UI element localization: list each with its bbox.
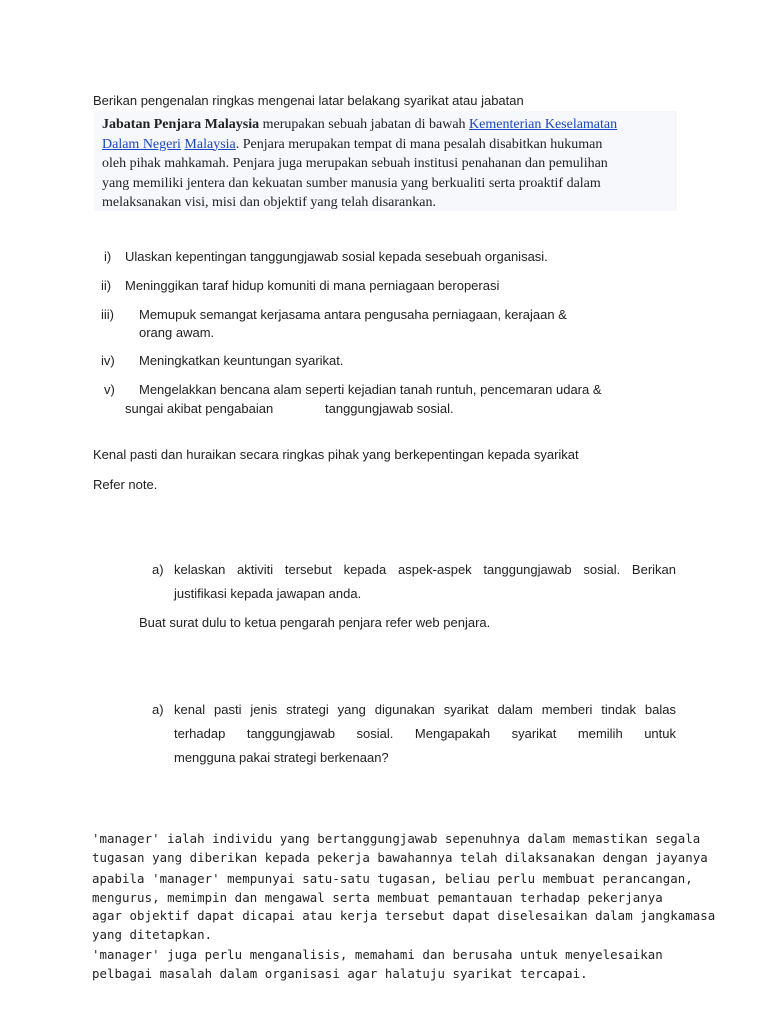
list-marker: v) [104,382,115,397]
stakeholder-question: Kenal pasti dan huraikan secara ringkas pihak yang berkepentingan kepada syarikat [93,447,579,462]
paragraph-line: pelbagai masalah dalam organisasi agar halatuju syarikat tercapai. [92,965,588,981]
paragraph-line: 'manager' ialah individu yang bertanggungjawab sepenuhnya dalam memastikan segala [92,831,701,846]
quote-line-3: oleh pihak mahkamah. Penjara juga merupakan sebuah institusi penahanan dan pemulihan [102,156,608,172]
quote-text: merupakan sebuah jabatan di bawah [259,117,470,132]
part-a1-line-2: justifikasi kepada jawapan anda. [174,586,362,601]
quote-box [94,111,677,211]
quote-bold-title: Jabatan Penjara Malaysia [102,117,260,132]
part-a2-line-2: terhadap tanggungjawab sosial. Mengapakah syarikat memilih untuk [174,726,676,741]
paragraph-line: apabila 'manager' mempunyai satu-satu tugasan, beliau perlu membuat perancangan, [92,871,693,886]
list-marker: iv) [101,353,115,368]
quote-line-5: melaksanakan visi, misi dan objektif yang telah disarankan. [102,195,436,211]
quote-line-2 [102,135,602,155]
list-item: Ulaskan kepentingan tanggungjawab sosial kepada sesebuah organisasi. [125,249,548,264]
part-a1-line-1: kelaskan aktiviti tersebut kepada aspek-aspek tanggungjawab sosial. Berikan [174,562,676,577]
list-item-continuation: tanggungjawab sosial. [325,401,454,416]
link-malaysia[interactable]: Malaysia [184,136,236,152]
list-marker: i) [104,249,112,264]
paragraph-line: mengurus, memimpin dan mengawal serta membuat pemantauan terhadap pekerjanya [92,889,663,905]
part-a2-line-3: mengguna pakai strategi berkenaan? [174,750,389,765]
manager-paragraph-2 [92,870,715,944]
list-item: Meningkatkan keuntungan syarikat. [139,353,344,368]
refer-note: Refer note. [93,477,158,492]
list-item-continuation: orang awam. [139,325,215,340]
list-item: Mengelakkan bencana alam seperti kejadian tanah runtuh, pencemaran udara & [139,382,602,397]
list-item-continuation: sungai akibat pengabaian [125,401,274,416]
part-a2-line-1: kenal pasti jenis strategi yang digunakan syarikat dalam memberi tindak balas [174,702,676,717]
manager-paragraph-1 [92,830,708,867]
list-item: Meninggikan taraf hidup komuniti di mana perniagaan beroperasi [125,278,500,293]
link-kementerian[interactable]: Kementerian Keselamatan [469,117,618,132]
part-marker: a) [152,562,164,577]
part-marker: a) [152,702,164,717]
list-marker: ii) [101,278,112,293]
surat-note: Buat surat dulu to ketua pengarah penjara refer web penjara. [139,615,491,630]
link-dalam-negeri[interactable]: Dalam Negeri [102,136,181,152]
quote-line-4: yang memiliki jentera dan kekuatan sumber manusia yang berkualiti serta proaktif dalam [102,175,601,191]
paragraph-line: tugasan yang diberikan kepada pekerja bawahannya telah dilaksanakan dengan jayanya [92,849,708,865]
list-marker: iii) [101,307,114,322]
quote-text: . Penjara merupakan tempat di mana pesalah disabitkan hukuman [235,136,603,152]
list-item: Memupuk semangat kerjasama antara pengusaha perniagaan, kerajaan & [139,307,567,322]
intro-question: Berikan pengenalan ringkas mengenai latar belakang syarikat atau jabatan [93,93,524,108]
quote-line-1 [102,115,617,135]
paragraph-line: yang ditetapkan. [92,926,213,942]
paragraph-line: 'manager' juga perlu menganalisis, memahami dan berusaha untuk menyelesaikan [92,947,663,962]
manager-paragraph-3 [92,946,663,983]
paragraph-line: agar objektif dapat dicapai atau kerja tersebut dapat diselesaikan dalam jangkamasa [92,908,716,923]
